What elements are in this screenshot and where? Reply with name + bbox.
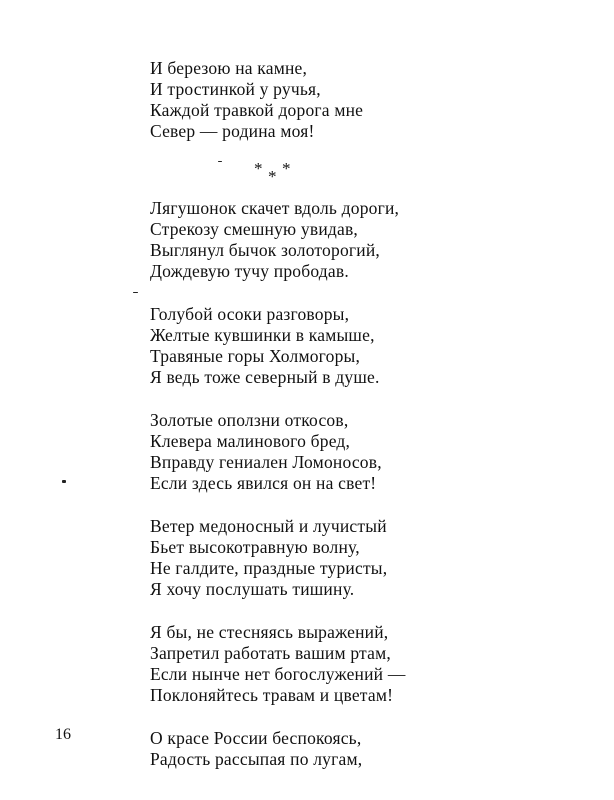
asterisk: *: [254, 159, 263, 178]
stanza-5: [150, 516, 470, 600]
poem-line: Я хочу послушать тишину.: [150, 579, 355, 599]
stanza-2: [150, 198, 470, 282]
stanza-4: [150, 410, 470, 494]
stanza-6: [150, 622, 470, 706]
poem-line: Лягушонок скачет вдоль дороги,: [150, 198, 400, 218]
poem-line: Радость рассыпая по лугам,: [150, 749, 363, 769]
stanza-7: [150, 728, 470, 770]
poem-line: Я ведь тоже северный в душе.: [150, 367, 380, 387]
asterisk: *: [268, 167, 277, 186]
scan-speck: [133, 292, 138, 293]
poem-body: [150, 58, 470, 792]
scan-speck: [62, 480, 66, 483]
poem-line: Стрекозу смешную увидав,: [150, 219, 358, 239]
poem-line: Если нынче нет богослужений —: [150, 664, 406, 684]
poem-line: Золотые оползни откосов,: [150, 410, 349, 430]
poem-line: И березою на камне,: [150, 58, 308, 78]
poem-line: Каждой травкой дорога мне: [150, 100, 364, 120]
stanza-1: [150, 58, 470, 142]
poem-line: Не галдите, праздные туристы,: [150, 558, 388, 578]
poem-line: Дождевую тучу прободав.: [150, 261, 349, 281]
poem-line: Запретил работать вашим ртам,: [150, 643, 391, 663]
poem-line: Бьет высокотравную волну,: [150, 537, 360, 557]
poem-line: Поклоняйтесь травам и цветам!: [150, 685, 394, 705]
poem-line: Выглянул бычок золоторогий,: [150, 240, 380, 260]
poem-line: Я бы, не стесняясь выражений,: [150, 622, 389, 642]
poem-line: Вправду гениален Ломоносов,: [150, 452, 382, 472]
poem-line: Ветер медоносный и лучистый: [150, 516, 387, 536]
page-number: 16: [55, 726, 71, 743]
poem-line: Север — родина моя!: [150, 121, 315, 141]
poem-line: Клевера малинового бред,: [150, 431, 351, 451]
poem-line: О красе России беспокоясь,: [150, 728, 362, 748]
asterism-separator: [150, 158, 470, 192]
poem-line: И тростинкой у ручья,: [150, 79, 321, 99]
poem-line: Если здесь явился он на свет!: [150, 473, 377, 493]
scan-speck: [218, 161, 222, 162]
poem-line: Травяные горы Холмогоры,: [150, 346, 361, 366]
asterisk: *: [282, 159, 291, 178]
poem-line: Желтые кувшинки в камыше,: [150, 325, 375, 345]
poem-line: Голубой осоки разговоры,: [150, 304, 350, 324]
stanza-3: [150, 304, 470, 388]
